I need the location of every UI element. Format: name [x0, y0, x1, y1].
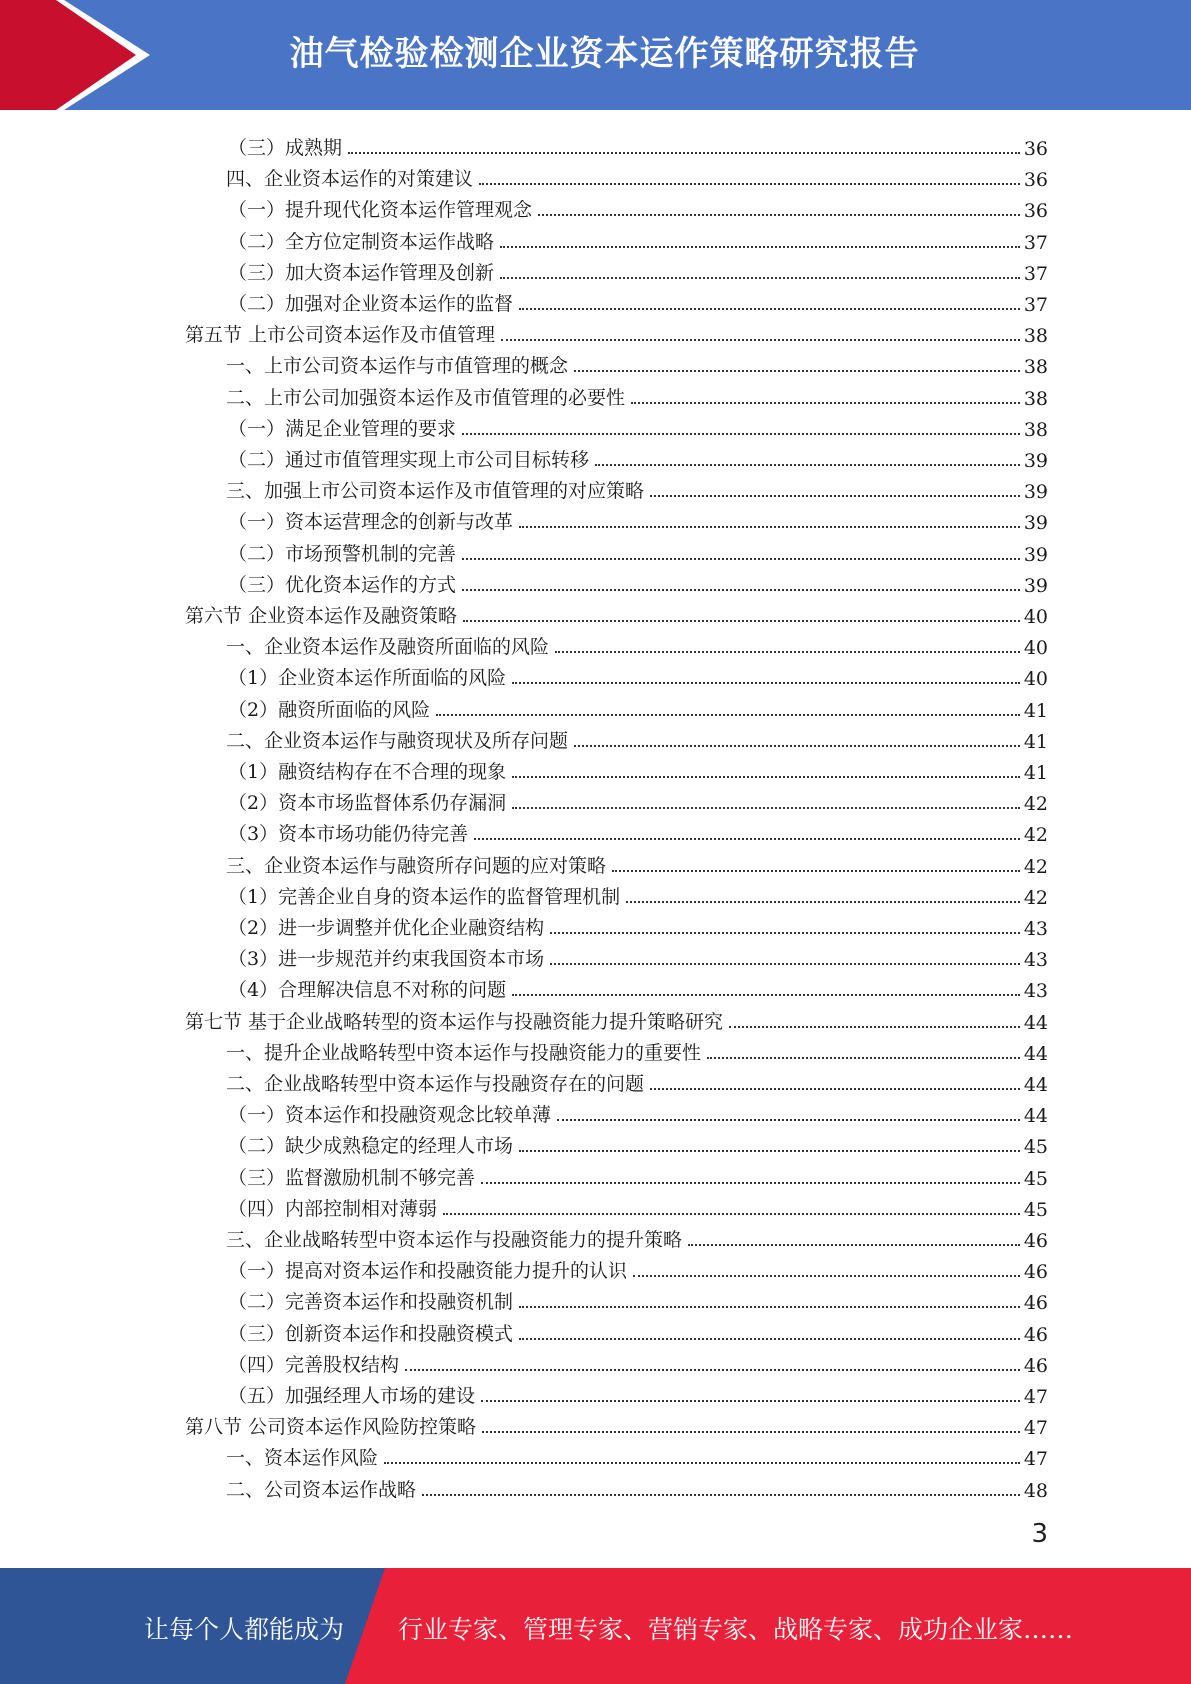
toc-dot-leader	[512, 807, 1020, 809]
toc-entry-title: 二、企业资本运作与融资现状及所存问题	[226, 729, 569, 752]
toc-entry-page: 47	[1023, 1417, 1048, 1440]
toc-entry[interactable]	[228, 285, 1048, 316]
toc-dot-leader	[574, 370, 1020, 372]
toc-entry-title: （三）成熟期	[228, 137, 343, 159]
toc-dot-leader	[519, 1338, 1020, 1340]
toc-entry-page: 44	[1023, 1042, 1048, 1065]
toc-entry-page: 41	[1023, 762, 1048, 784]
toc-entry-title: 一、企业资本运作及融资所面临的风险	[226, 636, 550, 659]
toc-entry[interactable]	[185, 1408, 1048, 1439]
toc-dot-leader	[550, 963, 1020, 965]
toc-entry-title: （二）市场预警机制的完善	[228, 542, 457, 565]
toc-entry-title: （四）完善股权结构	[228, 1353, 400, 1376]
toc-entry[interactable]	[228, 1096, 1048, 1127]
toc-entry[interactable]	[228, 129, 1048, 160]
toc-dot-leader	[555, 651, 1020, 653]
toc-entry-title: （3）进一步规范并约束我国资本市场	[228, 948, 545, 971]
toc-entry-title: 一、资本运作风险	[226, 1447, 379, 1470]
toc-entry-title: （1）企业资本运作所面临的风险	[228, 667, 507, 690]
page-header	[0, 0, 1191, 110]
toc-entry-title: （三）监督激励机制不够完善	[228, 1166, 476, 1189]
toc-entry-title: （2）融资所面临的风险	[228, 698, 431, 721]
toc-dot-leader	[688, 1244, 1020, 1246]
toc-dot-leader	[729, 1026, 1020, 1028]
toc-dot-leader	[612, 870, 1020, 872]
toc-entry-title: （二）缺少成熟稳定的经理人市场	[228, 1135, 514, 1158]
toc-entry-title: （二）加强对企业资本运作的监督	[228, 293, 514, 315]
toc-entry-title: （1）融资结构存在不合理的现象	[228, 761, 507, 783]
toc-dot-leader	[650, 1088, 1020, 1090]
toc-entry-page: 39	[1023, 543, 1048, 566]
toc-entry[interactable]	[228, 1190, 1048, 1221]
toc-entry[interactable]	[226, 722, 1048, 753]
toc-entry[interactable]	[228, 1159, 1048, 1190]
toc-entry[interactable]	[228, 815, 1048, 846]
toc-entry[interactable]	[228, 753, 1048, 784]
toc-dot-leader	[481, 1182, 1020, 1184]
toc-entry-title: 二、上市公司加强资本运作及市值管理的必要性	[226, 386, 626, 409]
toc-entry-page: 36	[1023, 138, 1048, 160]
toc-entry-page: 39	[1023, 450, 1048, 472]
toc-entry[interactable]	[228, 566, 1048, 597]
toc-entry[interactable]	[228, 691, 1048, 722]
toc-entry-title: 第五节 上市公司资本运作及市值管理	[185, 324, 496, 347]
toc-entry-title: （二）全方位定制资本运作战略	[228, 230, 495, 253]
toc-entry[interactable]	[226, 160, 1048, 191]
toc-dot-leader	[462, 558, 1020, 560]
toc-entry-title: （2）资本市场监督体系仍存漏洞	[228, 792, 507, 815]
toc-entry-title: （4）合理解决信息不对称的问题	[228, 979, 507, 1002]
toc-entry-title: 一、上市公司资本运作与市值管理的概念	[226, 355, 569, 378]
toc-dot-leader	[462, 433, 1020, 435]
toc-entry[interactable]	[185, 316, 1048, 347]
toc-dot-leader	[474, 838, 1020, 840]
toc-entry-title: 三、加强上市公司资本运作及市值管理的对应策略	[226, 480, 645, 503]
toc-entry[interactable]	[185, 597, 1048, 628]
toc-entry-page: 41	[1023, 730, 1048, 753]
toc-dot-leader	[501, 339, 1020, 341]
toc-entry-title: （二）完善资本运作和投融资机制	[228, 1291, 514, 1314]
toc-entry[interactable]	[228, 223, 1048, 254]
toc-entry[interactable]	[228, 441, 1048, 472]
toc-entry[interactable]	[228, 659, 1048, 690]
toc-entry-title: （三）创新资本运作和投融资模式	[228, 1322, 514, 1345]
toc-dot-leader	[650, 495, 1020, 497]
toc-entry-page: 47	[1023, 1448, 1048, 1471]
toc-entry-page: 38	[1023, 387, 1048, 410]
toc-dot-leader	[479, 183, 1020, 185]
toc-entry-title: 第八节 公司资本运作风险防控策略	[185, 1416, 477, 1439]
toc-entry[interactable]	[226, 472, 1048, 503]
toc-dot-leader	[574, 745, 1020, 747]
toc-entry-page: 46	[1023, 1230, 1048, 1252]
toc-entry-title: 二、公司资本运作战略	[226, 1478, 417, 1501]
toc-entry-page: 45	[1023, 1167, 1048, 1190]
page-footer	[0, 1568, 1191, 1684]
toc-entry-title: （2）进一步调整并优化企业融资结构	[228, 917, 545, 939]
toc-entry-title: （一）资本运作和投融资观念比较单薄	[228, 1104, 552, 1127]
toc-entry[interactable]	[228, 191, 1048, 222]
toc-entry[interactable]	[226, 1034, 1048, 1065]
toc-entry-page: 39	[1023, 481, 1048, 504]
toc-entry-page: 38	[1023, 356, 1048, 379]
toc-entry-title: 三、企业战略转型中资本运作与投融资能力的提升策略	[226, 1229, 683, 1251]
page-number: 3	[1031, 1519, 1048, 1549]
toc-entry[interactable]	[228, 971, 1048, 1002]
toc-entry-title: 第六节 企业资本运作及融资策略	[185, 605, 458, 627]
toc-entry[interactable]	[228, 1315, 1048, 1346]
toc-entry-title: （一）满足企业管理的要求	[228, 417, 457, 440]
toc-entry-page: 40	[1023, 668, 1048, 691]
toc-entry-title: （一）提升现代化资本运作管理观念	[228, 199, 533, 222]
toc-entry-page: 43	[1023, 949, 1048, 972]
toc-entry-title: （五）加强经理人市场的建设	[228, 1385, 476, 1407]
toc-entry-page: 40	[1023, 637, 1048, 660]
toc-entry-page: 39	[1023, 574, 1048, 597]
toc-entry-page: 37	[1023, 231, 1048, 254]
toc-dot-leader	[500, 246, 1020, 248]
toc-dot-leader	[384, 1462, 1020, 1464]
toc-dot-leader	[519, 308, 1020, 310]
toc-dot-leader	[348, 152, 1020, 154]
toc-entry[interactable]	[226, 379, 1048, 410]
toc-entry-page: 47	[1023, 1386, 1048, 1408]
toc-entry-page: 46	[1023, 1292, 1048, 1315]
toc-entry-title: （三）加大资本运作管理及创新	[228, 261, 495, 284]
toc-entry-page: 42	[1023, 886, 1048, 909]
toc-entry-title: 二、企业战略转型中资本运作与投融资存在的问题	[226, 1073, 645, 1095]
toc-entry[interactable]	[226, 1065, 1048, 1096]
toc-dot-leader	[500, 277, 1020, 279]
toc-dot-leader	[462, 589, 1020, 591]
toc-dot-leader	[595, 464, 1020, 466]
toc-entry-page: 44	[1023, 1011, 1048, 1034]
toc-entry-page: 43	[1023, 918, 1048, 940]
toc-entry-page: 38	[1023, 325, 1048, 348]
toc-entry-title: （3）资本市场功能仍待完善	[228, 823, 469, 846]
toc-entry[interactable]	[228, 535, 1048, 566]
toc-dot-leader	[443, 1213, 1020, 1215]
toc-entry[interactable]	[228, 1346, 1048, 1377]
toc-entry-page: 41	[1023, 699, 1048, 722]
toc-dot-leader	[482, 1431, 1020, 1433]
toc-entry-page: 46	[1023, 1323, 1048, 1346]
toc-dot-leader	[631, 402, 1020, 404]
toc-entry[interactable]	[228, 410, 1048, 441]
toc-entry[interactable]	[228, 784, 1048, 815]
toc-entry-title: 第七节 基于企业战略转型的资本运作与投融资能力提升策略研究	[185, 1010, 724, 1033]
toc-dot-leader	[512, 994, 1020, 996]
toc-entry-page: 39	[1023, 512, 1048, 535]
toc-entry[interactable]	[226, 1221, 1048, 1252]
toc-entry[interactable]	[228, 1283, 1048, 1314]
footer-slogan-right: 行业专家、管理专家、营销专家、战略专家、成功企业家……	[398, 1615, 1074, 1644]
toc-dot-leader	[463, 620, 1020, 622]
toc-entry[interactable]	[228, 1252, 1048, 1283]
toc-entry[interactable]	[228, 254, 1048, 285]
toc-dot-leader	[626, 901, 1020, 903]
toc-dot-leader	[633, 1275, 1020, 1277]
toc-dot-leader	[436, 714, 1020, 716]
toc-entry-page: 46	[1023, 1261, 1048, 1284]
toc-dot-leader	[481, 1400, 1020, 1402]
toc-entry-page: 42	[1023, 824, 1048, 847]
toc-entry-page: 40	[1023, 606, 1048, 628]
toc-entry-page: 43	[1023, 980, 1048, 1003]
toc-entry-page: 45	[1023, 1198, 1048, 1221]
toc-entry[interactable]	[226, 347, 1048, 378]
toc-entry-page: 36	[1023, 169, 1048, 192]
toc-entry-title: （二）通过市值管理实现上市公司目标转移	[228, 449, 590, 471]
toc-dot-leader	[538, 214, 1020, 216]
toc-entry-page: 38	[1023, 418, 1048, 441]
toc-dot-leader	[512, 776, 1020, 778]
toc-dot-leader	[405, 1369, 1020, 1371]
toc-dot-leader	[519, 1150, 1020, 1152]
toc-entry[interactable]	[228, 1377, 1048, 1408]
toc-entry-title: （一）提高对资本运作和投融资能力提升的认识	[228, 1260, 628, 1283]
toc-entry-title: 三、企业资本运作与融资所存问题的应对策略	[226, 854, 607, 877]
toc-entry-page: 44	[1023, 1074, 1048, 1096]
toc-dot-leader	[550, 932, 1020, 934]
toc-entry-page: 48	[1023, 1479, 1048, 1502]
toc-entry[interactable]	[228, 940, 1048, 971]
toc-entry[interactable]	[226, 847, 1048, 878]
toc-entry-page: 44	[1023, 1105, 1048, 1128]
toc-entry[interactable]	[226, 1471, 1048, 1502]
toc-entry-page: 37	[1023, 294, 1048, 316]
toc-entry-title: 一、提升企业战略转型中资本运作与投融资能力的重要性	[226, 1041, 702, 1064]
toc-entry-title: （三）优化资本运作的方式	[228, 573, 457, 596]
toc-entry[interactable]	[228, 878, 1048, 909]
toc-entry-page: 42	[1023, 793, 1048, 816]
toc-entry-title: （1）完善企业自身的资本运作的监督管理机制	[228, 885, 621, 908]
toc-dot-leader	[519, 1306, 1020, 1308]
toc-dot-leader	[519, 526, 1020, 528]
toc-entry-page: 46	[1023, 1354, 1048, 1377]
toc-entry-page: 42	[1023, 855, 1048, 878]
toc-entry[interactable]	[226, 628, 1048, 659]
toc-entry-title: （一）资本运营理念的创新与改革	[228, 511, 514, 534]
toc-dot-leader	[707, 1057, 1020, 1059]
toc-entry-page: 36	[1023, 200, 1048, 223]
toc-entry[interactable]	[228, 909, 1048, 940]
toc-entry[interactable]	[228, 503, 1048, 534]
toc-dot-leader	[422, 1494, 1020, 1496]
toc-dot-leader	[557, 1119, 1020, 1121]
toc-dot-leader	[512, 682, 1020, 684]
toc-entry-page: 37	[1023, 262, 1048, 285]
toc-entry-page: 45	[1023, 1136, 1048, 1159]
toc-entry[interactable]	[228, 1127, 1048, 1158]
document-title: 油气检验检测企业资本运作策略研究报告	[289, 34, 920, 74]
footer-slogan-left: 让每个人都能成为	[144, 1615, 345, 1644]
toc-entry[interactable]	[185, 1003, 1048, 1034]
toc-entry[interactable]	[226, 1439, 1048, 1470]
toc-entry-title: 四、企业资本运作的对策建议	[226, 168, 474, 191]
toc-entry-title: （四）内部控制相对薄弱	[228, 1197, 438, 1220]
